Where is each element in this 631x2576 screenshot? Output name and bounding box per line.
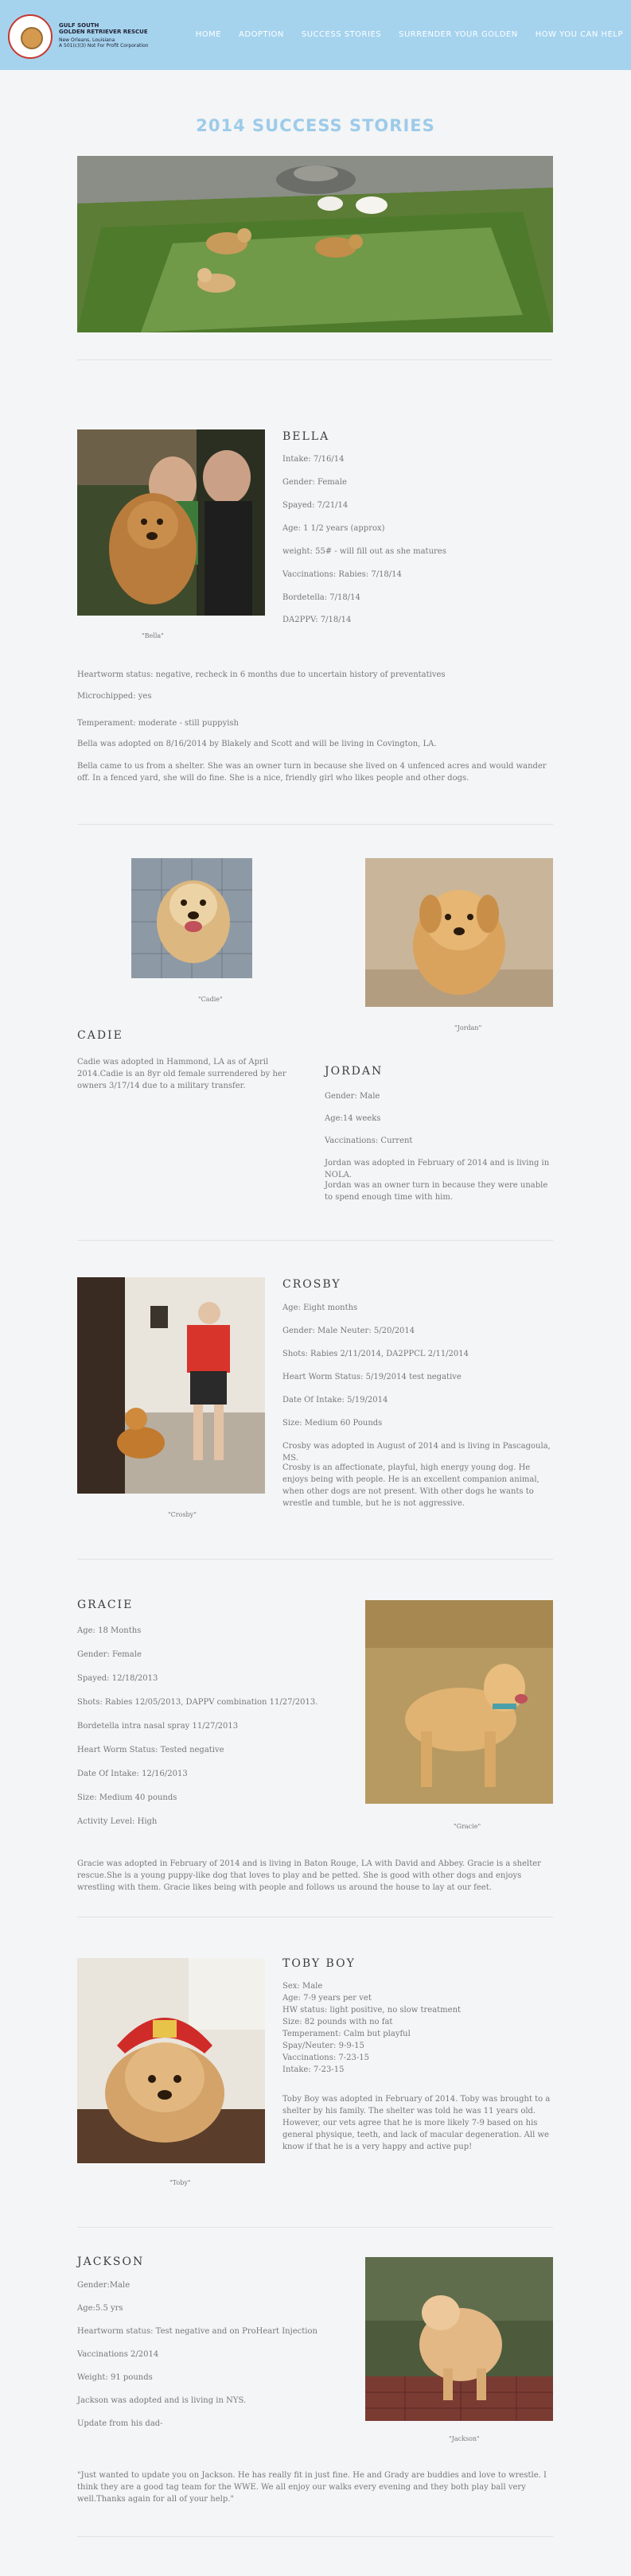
bella-name: BELLA <box>282 430 330 443</box>
toby-photo <box>77 1958 265 2163</box>
gracie-detail: Shots: Rabies 12/05/2013, DAPPV combination 11/27/2013. <box>77 1698 318 1707</box>
gracie-name: GRACIE <box>77 1599 134 1611</box>
jackson-detail: Age:5.5 yrs <box>77 2304 123 2313</box>
jackson-detail: Gender:Male <box>77 2281 130 2290</box>
toby-detail: Age: 7-9 years per vet <box>282 1994 372 2003</box>
toby-detail: Temperament: Calm but playful <box>282 2030 411 2038</box>
jackson-detail: Vaccinations 2/2014 <box>77 2350 159 2359</box>
gracie-detail: Heart Worm Status: Tested negative <box>77 1746 224 1754</box>
toby-detail: Spay/Neuter: 9-9-15 <box>282 2042 364 2050</box>
bella-detail: Bordetella: 7/18/14 <box>282 593 360 602</box>
divider <box>77 2227 553 2228</box>
gracie-detail: Spayed: 12/18/2013 <box>77 1674 158 1683</box>
cadie-story: Cadie was adopted in Hammond, LA as of April 2014.Cadie is an 8yr old female surrendered by her owners 3/17/14 due to a military transfer. <box>77 1058 286 1090</box>
main-nav <box>196 30 623 39</box>
jackson-name: JACKSON <box>77 2255 145 2268</box>
divider <box>77 1240 553 1241</box>
crosby-detail: Crosby was adopted in August of 2014 and is living in Pascagoula, MS. <box>282 1442 551 1463</box>
crosby-detail: Crosby is an affectionate, playful, high energy young dog. He enjoys being with people. He is an excellent companion animal, when other dogs are not present. With other dogs he wants to wrestle and tumble, but he is not aggressive. <box>282 1463 539 1508</box>
gracie-caption: "Gracie" <box>454 1823 481 1830</box>
bella-detail: weight: 55# - will fill out as she matures <box>282 547 446 556</box>
jordan-detail: Gender: Male <box>325 1092 380 1101</box>
nav-surrender[interactable]: SURRENDER YOUR GOLDEN <box>399 30 518 39</box>
jackson-detail: Jackson was adopted and is living in NYS. <box>77 2396 247 2405</box>
divider <box>77 2536 553 2537</box>
bella-detail: DA2PPV: 7/18/14 <box>282 616 352 624</box>
toby-story: Toby Boy was adopted in February of 2014. Toby was brought to a shelter by his family. The shelter was told he was 11 years old. However, our vets agree that he is more likely 7-9 based on his general physique, teeth, and lack of macular degeneration. All we know if that he is a very happy and active pup! <box>282 2095 551 2151</box>
toby-detail: Intake: 7-23-15 <box>282 2065 345 2074</box>
jackson-detail: Weight: 91 pounds <box>77 2373 153 2382</box>
crosby-caption: "Crosby" <box>168 1511 197 1518</box>
site-header <box>0 0 631 70</box>
bella-detail: Spayed: 7/21/14 <box>282 501 349 510</box>
jordan-photo <box>365 858 553 1007</box>
bella-note: Bella was adopted on 8/16/2014 by Blakely and Scott and will be living in Covington, LA. <box>77 740 437 748</box>
toby-caption: "Toby" <box>169 2179 191 2186</box>
jordan-caption: "Jordan" <box>454 1024 482 1032</box>
gracie-story: Gracie was adopted in February of 2014 and is living in Baton Rouge, LA with David and Abbey. Gracie is a shelter rescue.She is a young puppy-like dog that loves to play and be petted. She is good with other dogs and enjoys wrestling with them. Gracie likes being with people and follows us around the house to lay at our feet. <box>77 1859 541 1892</box>
jordan-detail: Age:14 weeks <box>325 1114 381 1123</box>
rescue-logo-icon[interactable] <box>8 14 53 59</box>
bella-detail: Age: 1 1/2 years (approx) <box>282 524 385 533</box>
toby-detail: HW status: light positive, no slow treatment <box>282 2006 462 2015</box>
nav-how-you-can-help[interactable]: HOW YOU CAN HELP <box>535 30 623 39</box>
bella-note: Temperament: moderate - still puppyish <box>77 719 239 728</box>
crosby-detail: Shots: Rabies 2/11/2014, DA2PPCL 2/11/2014 <box>282 1350 469 1358</box>
bella-detail: Vaccinations: Rabies: 7/18/14 <box>282 570 402 579</box>
jackson-photo <box>365 2257 553 2421</box>
gracie-photo <box>365 1600 553 1804</box>
crosby-name: CROSBY <box>282 1278 341 1291</box>
bella-note: Bella came to us from a shelter. She was an owner turn in because she lived on 4 unfenced acres and would wander off. In a fenced yard, she will do fine. She is a nice, friendly girl who likes people and other dogs. <box>77 762 547 783</box>
divider <box>77 824 553 825</box>
crosby-detail: Date Of Intake: 5/19/2014 <box>282 1396 388 1405</box>
page-title: 2014 SUCCESS STORIES <box>196 116 435 135</box>
bella-caption: "Bella" <box>142 632 164 639</box>
cadie-name: CADIE <box>77 1029 123 1042</box>
toby-detail: Size: 82 pounds with no fat <box>282 2018 393 2026</box>
crosby-detail: Gender: Male Neuter: 5/20/2014 <box>282 1327 415 1335</box>
bella-note: Heartworm status: negative, recheck in 6 months due to uncertain history of preventatives <box>77 670 446 679</box>
crosby-detail: Heart Worm Status: 5/19/2014 test negative <box>282 1373 462 1381</box>
toby-detail: Vaccinations: 7-23-15 <box>282 2053 369 2062</box>
gracie-detail: Age: 18 Months <box>77 1626 142 1635</box>
brand-location: New Orleans, Louisiana <box>59 37 115 43</box>
gracie-detail: Gender: Female <box>77 1650 142 1659</box>
gracie-detail: Activity Level: High <box>77 1817 158 1826</box>
toby-name: TOBY BOY <box>282 1957 356 1970</box>
gracie-detail: Size: Medium 40 pounds <box>77 1793 177 1802</box>
cadie-photo <box>131 858 252 978</box>
gracie-detail: Bordetella intra nasal spray 11/27/2013 <box>77 1722 239 1731</box>
brand-line-1: GULF SOUTH <box>59 22 99 29</box>
bella-photo <box>77 429 265 616</box>
nav-home[interactable]: HOME <box>195 30 222 39</box>
bella-note: Microchipped: yes <box>77 692 152 701</box>
gracie-detail: Date Of Intake: 12/16/2013 <box>77 1770 188 1778</box>
crosby-detail: Age: Eight months <box>282 1304 358 1312</box>
brand-line-2: GOLDEN RETRIEVER RESCUE <box>59 29 148 35</box>
bella-detail: Intake: 7/16/14 <box>282 455 345 464</box>
jackson-detail: Heartworm status: Test negative and on ProHeart Injection <box>77 2327 317 2336</box>
toby-detail: Sex: Male <box>282 1982 323 1991</box>
hero-image <box>77 156 553 332</box>
jackson-quote: "Just wanted to update you on Jackson. He has really fit in just fine. He and Grady are buddies and love to wrestle. I think they are a good tag team for the WWE. We all enjoy our walks every evening and they both play ball very well.Thanks again for all of your help." <box>77 2471 547 2504</box>
cadie-caption: "Cadie" <box>198 996 223 1003</box>
brand-tagline: A 501(c)(3) Not For Profit Corporation <box>59 43 149 49</box>
divider <box>77 1559 553 1560</box>
brand-name[interactable] <box>59 22 148 35</box>
bella-detail: Gender: Female <box>282 478 347 487</box>
jordan-name: JORDAN <box>325 1065 384 1078</box>
crosby-photo <box>77 1277 265 1494</box>
nav-success-stories[interactable]: SUCCESS STORIES <box>301 30 382 39</box>
crosby-detail: Size: Medium 60 Pounds <box>282 1419 383 1428</box>
jackson-detail: Update from his dad- <box>77 2419 163 2428</box>
jordan-detail: Jordan was an owner turn in because they were unable to spend enough time with him. <box>325 1181 548 1202</box>
jackson-caption: "Jackson" <box>449 2435 480 2442</box>
nav-adoption[interactable]: ADOPTION <box>239 30 284 39</box>
jordan-detail: Jordan was adopted in February of 2014 and is living in NOLA. <box>325 1159 550 1179</box>
jordan-detail: Vaccinations: Current <box>325 1136 413 1145</box>
divider <box>77 359 553 360</box>
